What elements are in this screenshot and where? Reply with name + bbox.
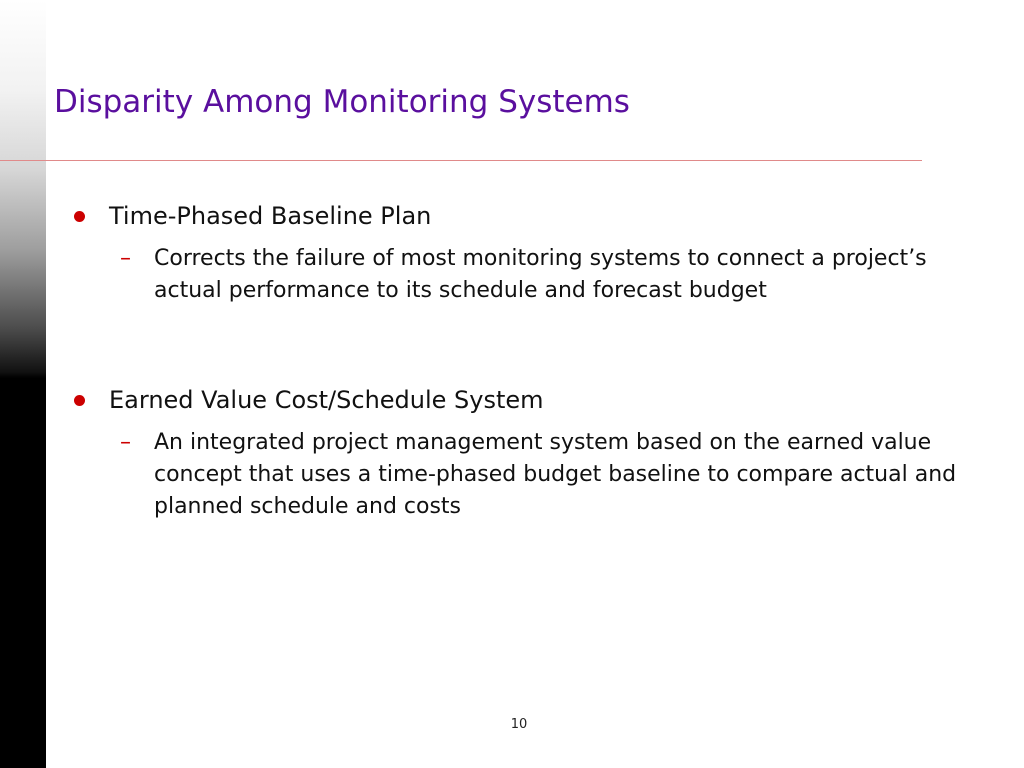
slide-title: Disparity Among Monitoring Systems xyxy=(54,84,630,120)
sub-bullet-earned-value-system xyxy=(120,427,970,523)
bullet-time-phased-baseline xyxy=(74,201,431,231)
sub-bullet-text: An integrated project management system based on the earned value concept that uses a time-phased budget baseline to compare actual and planned schedule and costs xyxy=(154,430,957,519)
bullet-dot-icon xyxy=(74,395,85,406)
page-number: 10 xyxy=(510,717,528,732)
sub-bullet-text: Corrects the failure of most monitoring systems to connect a project’s actual performance to its schedule and forecast budget xyxy=(154,246,927,303)
bullet-dot-icon xyxy=(74,211,85,222)
bullet-text: Earned Value Cost/Schedule System xyxy=(109,386,544,414)
dash-icon: – xyxy=(120,430,131,455)
bullet-text: Time-Phased Baseline Plan xyxy=(109,202,432,230)
bullet-earned-value-system xyxy=(74,385,544,415)
sub-bullet-time-phased-baseline xyxy=(120,243,970,307)
dash-icon: – xyxy=(120,246,131,271)
